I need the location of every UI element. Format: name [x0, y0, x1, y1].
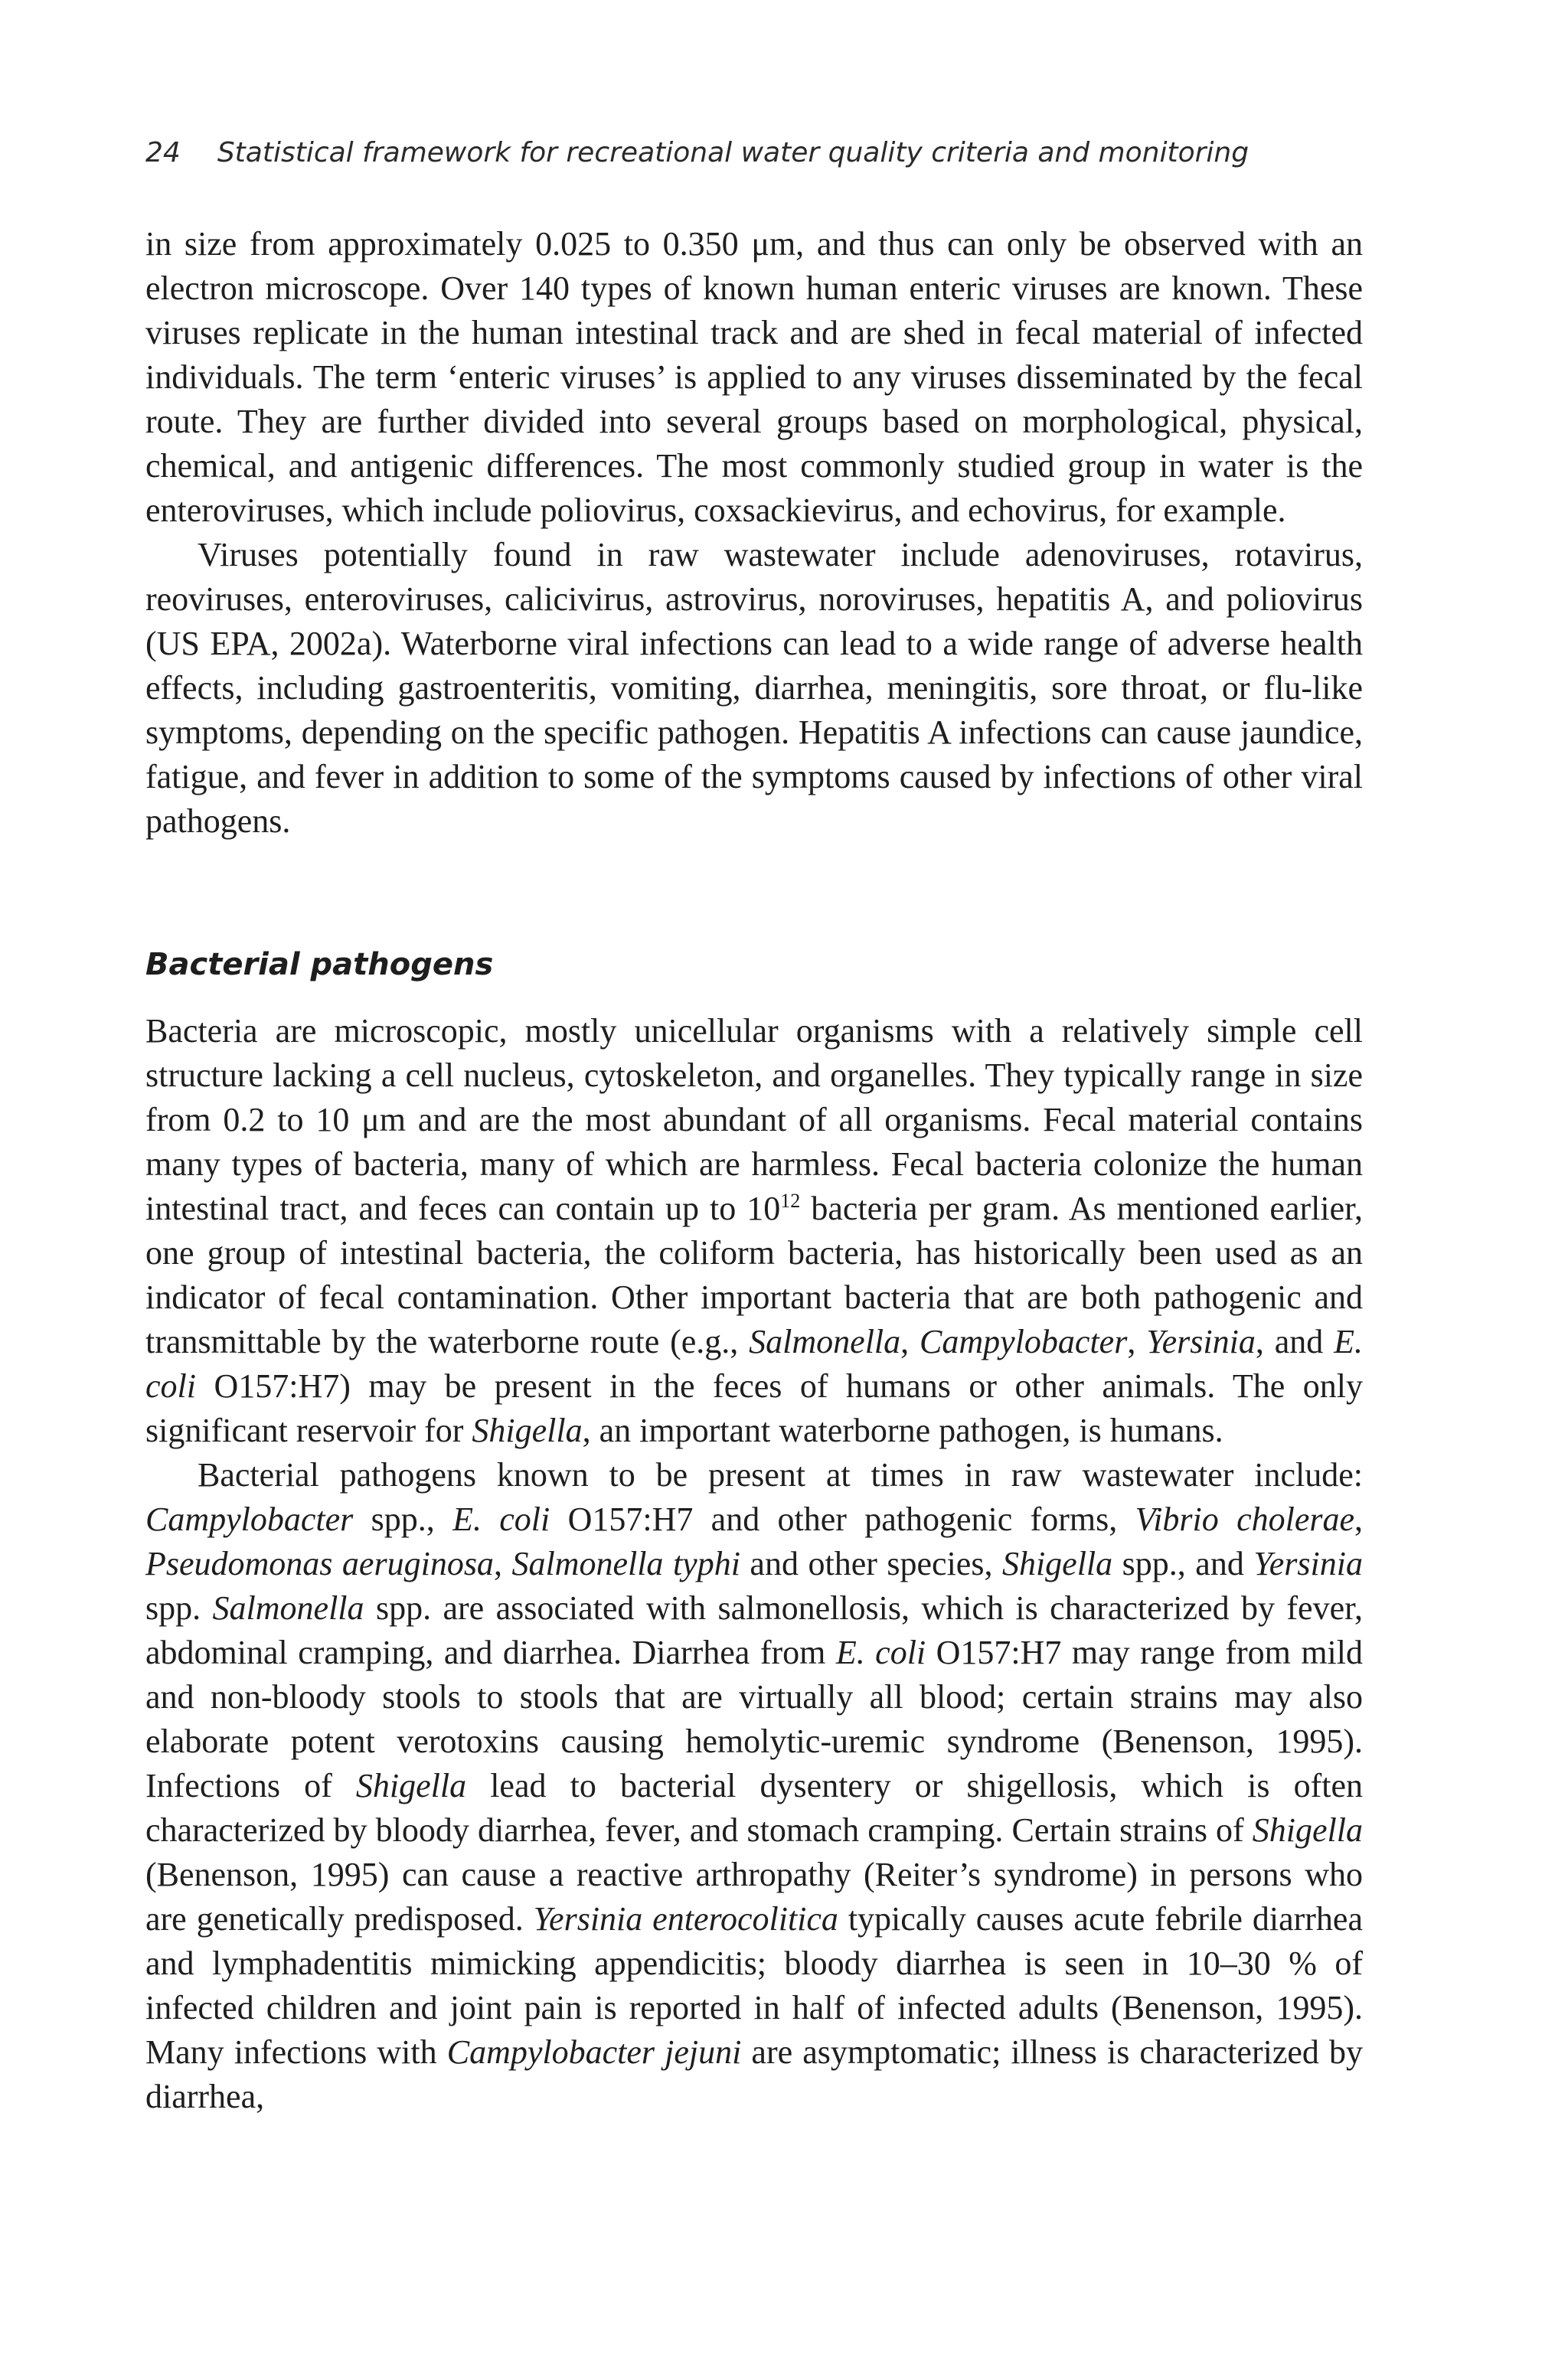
species-name: Pseudomonas aeruginosa [145, 1545, 494, 1582]
paragraph-viruses-size: in size from approximately 0.025 to 0.350 μm, and thus can only be observed with an electron microscope. Over 140 types of known human enteric viruses are known. These viruses replicate in the human intestinal track and are shed in fecal material of infected individuals. The term ‘enteric viruses’ is applied to any viruses disseminated by the fecal route. They are further divided into several groups based on morphological, physical, chemical, and antigenic differences. The most commonly studied group in water is the enteroviruses, which include poliovirus, coxsackievirus, and echovirus, for example. [145, 225, 1363, 529]
viruses-text-block [145, 222, 1363, 844]
species-name: Shigella [355, 1767, 467, 1804]
species-name: Campylobacter [145, 1501, 354, 1538]
section-heading-bacterial-pathogens: Bacterial pathogens [145, 947, 494, 982]
text-run: (Benenson, 1995) can cause a reactive arthropathy (Reiter’s syndrome) in persons who are genetically predisposed. [145, 1856, 1363, 1938]
species-name: Campylobacter [920, 1323, 1128, 1360]
page-number: 24 [145, 137, 181, 168]
species-name: E. coli [452, 1501, 550, 1538]
bacteria-text-block [145, 1009, 1363, 2119]
text-run: , an important waterborne pathogen, is humans. [582, 1412, 1223, 1449]
text-run: Bacteria are microscopic, mostly unicellular organisms with a relatively simple cell structure lacking a cell nucleus, cytoskeleton, and organelles. They typically range in size from 0.2 to 10 μm and are the most abundant of all organisms. Fecal material contains many types of bacteria, many of which are harmless. Fecal bacteria colonize the human intestinal tract, and feces can contain up to 10 [145, 1012, 1363, 1227]
text-run: spp., and [1112, 1545, 1254, 1582]
species-name: Shigella [1252, 1811, 1363, 1849]
paragraph-viruses-wastewater: Viruses potentially found in raw wastewater include adenoviruses, rotavirus, reoviruses, enteroviruses, calicivirus, astrovirus, noroviruses, hepatitis A, and poliovirus (US EPA, 2002a). Waterborne viral infections can lead to a wide range of adverse health effects, including gastroenteritis, vomiting, diarrhea, meningitis, sore throat, or flu-like symptoms, depending on the specific pathogen. Hepatitis A infections can cause jaundice, fatigue, and fever in addition to some of the symptoms caused by infections of other viral pathogens. [145, 536, 1363, 840]
text-run: spp. [145, 1589, 213, 1627]
text-run: , [900, 1323, 920, 1360]
species-name: E. coli [835, 1634, 926, 1671]
text-run: , [493, 1545, 512, 1582]
species-name: Yersinia enterocolitica [533, 1900, 838, 1938]
text-run: O157:H7 may range from mild and non-bloody stools to stools that are virtually all blood; certain strains may also elaborate potent verotoxins causing hemolytic-uremic syndrome (Benenson, 1995). Infections of [145, 1634, 1363, 1804]
paragraph-bacterial-pathogens-wastewater [145, 1453, 1363, 2119]
species-name: Shigella [1001, 1545, 1113, 1582]
species-name: Salmonella typhi [511, 1545, 740, 1582]
paragraph-bacteria-description [145, 1009, 1363, 1453]
text-run: Bacterial pathogens known to be present at times in raw wastewater include: [198, 1456, 1363, 1494]
text-run: bacteria per gram. As mentioned earlier, one group of intestinal bacteria, the coliform bacteria, has historically been used as an indicator of fecal contamination. Other important bacteria that are both pathogenic and transmittable by the waterborne route (e.g., [145, 1190, 1363, 1360]
species-name: Vibrio cholerae [1135, 1501, 1355, 1538]
running-title: Statistical framework for recreational water quality criteria and monitoring [217, 137, 1250, 168]
species-name: Salmonella [212, 1589, 364, 1627]
text-run: , and [1255, 1323, 1334, 1360]
text-run: , [1354, 1501, 1364, 1538]
text-run: O157:H7) may be present in the feces of humans or other animals. The only significant reservoir for [145, 1367, 1363, 1449]
text-run: lead to bacterial dysentery or shigellosis, which is often characterized by bloody diarrhea, fever, and stomach cramping. Certain strains of [145, 1767, 1363, 1849]
species-name: Shigella [472, 1412, 583, 1449]
species-name: Salmonella [749, 1323, 901, 1360]
running-header [145, 135, 1370, 171]
text-run: , [1127, 1323, 1147, 1360]
text-run: typically causes acute febrile diarrhea and lymphadentitis mimicking appendicitis; bloody diarrhea is seen in 10–30 % of infected children and joint pain is reported in half of infected adults (Benenson, 1995). Many infections with [145, 1900, 1363, 2071]
species-name: E. coli [145, 1323, 1364, 1405]
species-name: Yersinia [1253, 1545, 1363, 1582]
text-run: spp., [353, 1501, 453, 1538]
text-run: spp. are associated with salmonellosis, which is characterized by fever, abdominal cramping, and diarrhea. Diarrhea from [145, 1589, 1364, 1671]
species-name: Yersinia [1146, 1323, 1256, 1360]
text-run: O157:H7 and other pathogenic forms, [550, 1501, 1135, 1538]
text-run: are asymptomatic; illness is characterized by diarrhea, [145, 2033, 1364, 2115]
exponent: 12 [780, 1190, 801, 1212]
species-name: Campylobacter jejuni [446, 2033, 742, 2071]
text-run: and other species, [740, 1545, 1002, 1582]
